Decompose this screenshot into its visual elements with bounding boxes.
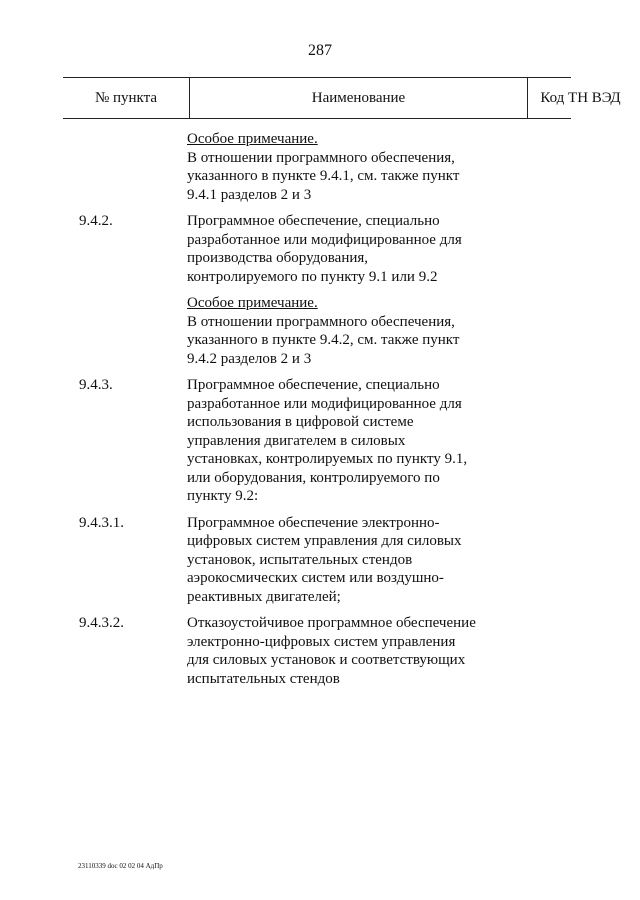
note-title: Особое примечание. [187,131,318,147]
header-name-column: Наименование [189,78,528,118]
item-number: 9.4.3. [79,377,113,393]
header-number-column: № пункта [94,90,158,106]
header-code-column: Код ТН ВЭД [540,90,621,106]
table-row [63,376,483,506]
table-row [63,294,483,368]
item-text: Программное обеспечение, специально разработанное или модифицированное для производства оборудования, контролируемого по пункту 9.1 или 9.2 [187,213,462,285]
item-number: 9.4.3.1. [79,514,124,531]
item-text: Программное обеспечение электронно-цифровых систем управления для силовых установок, испытательных стендов аэрокосмических систем или воздушно-реактивных двигателей; [187,514,462,605]
footer-code: 23110339 doc 02 02 04 АдПр [78,862,163,870]
row-text [187,130,477,204]
note-text: В отношении программного обеспечения, указанного в пункте 9.4.1, см. также пункт 9.4.1 разделов 2 и 3 [187,149,460,203]
note-title: Особое примечание. [187,295,318,311]
page-number: 287 [308,42,332,59]
item-number: 9.4.3.2. [79,615,124,631]
item-text: Отказоустойчивое программное обеспечение электронно-цифровых систем управления для силовых установок и соответствующих испытательных стендов [187,615,476,687]
table-row [63,614,483,688]
table-row [63,514,483,607]
document-body [63,130,483,696]
table-row [63,212,483,286]
row-text [187,294,477,368]
note-text: В отношении программного обеспечения, указанного в пункте 9.4.2, см. также пункт 9.4.2 разделов 2 и 3 [187,313,460,367]
item-text: Программное обеспечение, специально разработанное или модифицированное для использования в цифровой системе управления двигателем в силовых установках, контролируемых по пункту 9.1, или оборудования, контролируемого по пункту 9.2: [187,377,468,504]
table-row [63,130,483,204]
item-number: 9.4.2. [79,213,113,229]
table-header [63,77,621,119]
